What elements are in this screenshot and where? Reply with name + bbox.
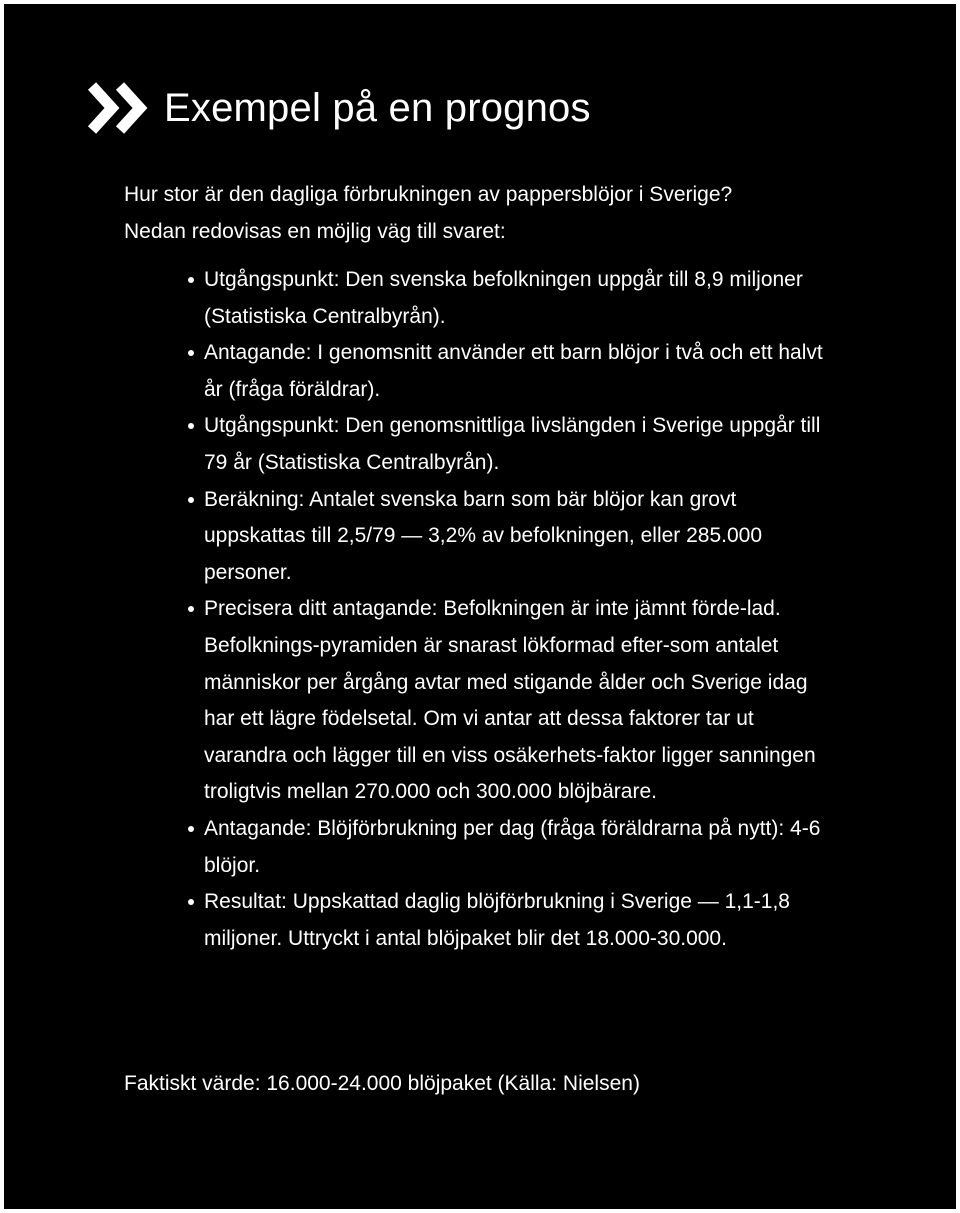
page-title: Exempel på en prognos (164, 86, 591, 130)
list-item (186, 262, 836, 335)
intro-question: Hur stor är den dagliga förbrukningen av pappersblöjor i Sverige? (124, 183, 733, 206)
list-item (186, 482, 836, 592)
content-panel (4, 4, 956, 1209)
bullet-icon (188, 497, 194, 503)
bullet-icon (188, 899, 194, 905)
list-item (186, 884, 836, 957)
intro-lead: Nedan redovisas en möjlig väg till svaret: (124, 220, 506, 243)
actual-value-note: Faktiskt värde: 16.000-24.000 blöjpaket (Källa: Nielsen) (124, 1072, 640, 1095)
list-item-text: Antagande: Blöjförbrukning per dag (fråga föräldrarna på nytt): 4-6 blöjor. (204, 816, 821, 877)
bullet-icon (188, 606, 194, 612)
list-item (186, 335, 836, 408)
bullet-list (186, 262, 836, 957)
bullet-icon (188, 277, 194, 283)
list-item-text: Precisera ditt antagande: Befolkningen är inte jämnt förde-lad. Befolknings-pyramiden är snarast lökformad efter-som antalet människor per årgång avtar med stigande ålder och Sverige idag har ett lägre födelsetal. Om vi antar att dessa faktorer tar ut varandra och lägger till en viss osäkerhets-faktor ligger sanningen troligtvis mellan 270.000 och 300.000 blöjbärare. (204, 597, 816, 804)
list-item (186, 811, 836, 884)
double-chevron-right-icon (86, 76, 156, 140)
list-item-text: Utgångspunkt: Den genomsnittliga livslängden i Sverige uppgår till 79 år (Statistiska Centralbyrån). (204, 414, 821, 474)
list-item-text: Antagande: I genomsnitt använder ett barn blöjor i två och ett halvt år (fråga föräldrar). (204, 341, 823, 401)
bullet-icon (188, 826, 194, 832)
list-item-text: Beräkning: Antalet svenska barn som bär blöjor kan grovt uppskattas till 2,5/79 — 3,2% av befolkningen, eller 285.000 personer. (204, 487, 763, 584)
bullet-icon (188, 423, 194, 429)
list-item-text: Utgångspunkt: Den svenska befolkningen uppgår till 8,9 miljoner (Statistiska Centralbyrån). (204, 268, 803, 328)
list-item (186, 591, 836, 811)
heading (86, 76, 591, 140)
list-item (186, 408, 836, 481)
intro-paragraph (124, 176, 844, 250)
bullet-icon (188, 350, 194, 356)
list-item-text: Resultat: Uppskattad daglig blöjförbrukning i Sverige — 1,1-1,8 miljoner. Uttryckt i antal blöjpaket blir det 18.000-30.000. (204, 890, 790, 950)
